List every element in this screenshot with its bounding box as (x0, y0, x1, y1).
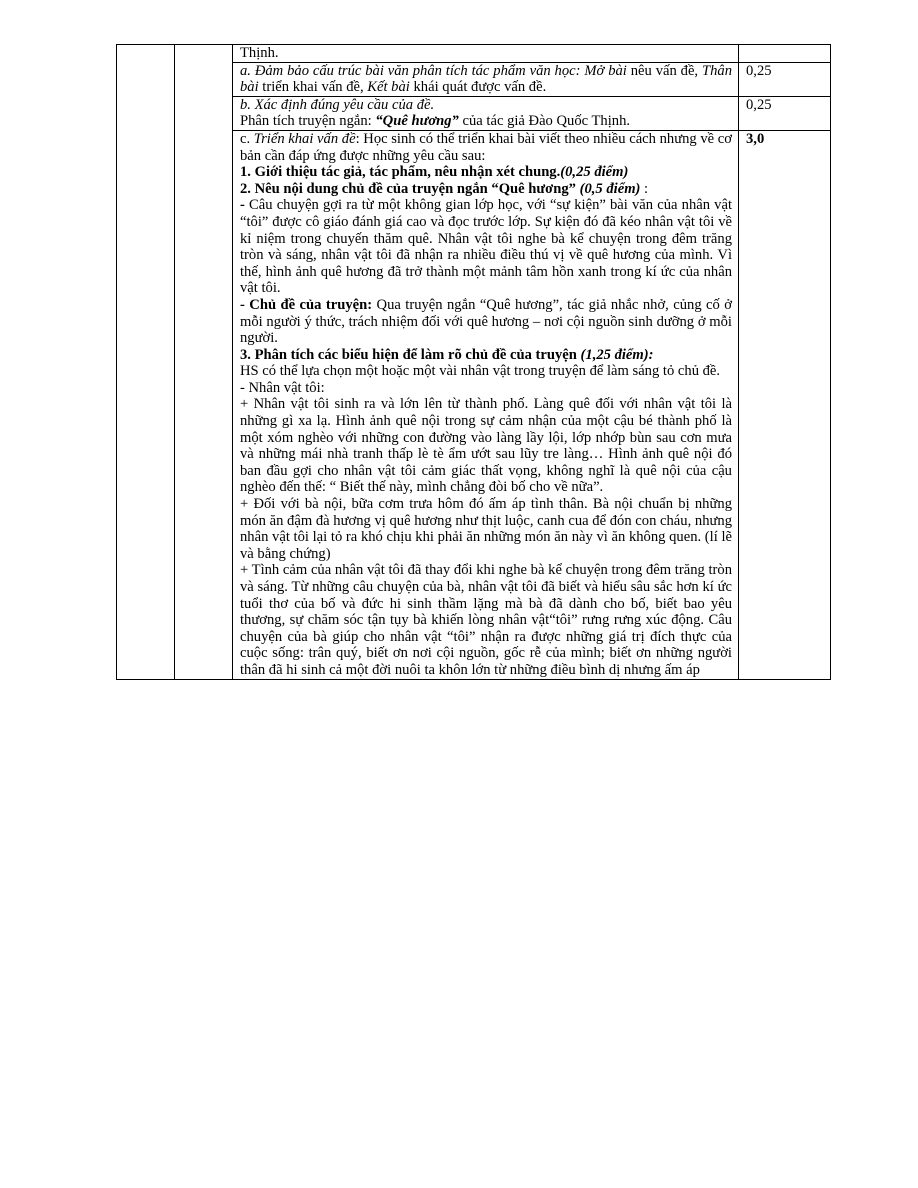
score-cell (739, 45, 831, 63)
paragraph-grandmother: + Đối với bà nội, bữa cơm trưa hôm đó ấm áp tình thân. Bà nội chuẩn bị những món ăn đậm đà hương vị quê hương như thịt luộc, canh cua để đón con cháu, nhưng nhân vật tôi lại tỏ ra khó chịu khi phải ăn những món ăn này vì ăn không quen. (lí lẽ và bằng chứng) (240, 496, 732, 562)
score-cell: 0,25 (739, 62, 831, 96)
criterion-b-label: b. Xác định đúng yêu cầu của đề. (240, 96, 435, 113)
rubric-table (116, 44, 831, 680)
criterion-c-intro: c. Triển khai vấn đề: Học sinh có thể triển khai bài viết theo nhiều cách nhưng về cơ bản cần đáp ứng được những yêu cầu sau: (240, 130, 732, 164)
continued-text: Thịnh. (240, 45, 279, 61)
content-cell (233, 45, 739, 63)
heading-2: 2. Nêu nội dung chủ đề của truyện ngắn “Quê hương” (0,5 điểm) : (240, 180, 649, 197)
paragraph-change: + Tình cảm của nhân vật tôi đã thay đổi khi nghe bà kể chuyện trong đêm trăng tròn và sáng. Từ những câu chuyện của bà, nhân vật tôi đã biết và hiểu sâu sắc hơn kí ức tuổi thơ của bố và đức hi sinh thầm lặng mà bà đã dành cho bố, biết bao yêu thương, sự chăm sóc tận tụy bà khiến lòng nhân vật“tôi” rưng rưng xúc động. Câu chuyện của bà giúp cho nhân vật “tôi” nhận ra được những giá trị đích thực của cuộc sống: trân quý, biết ơn nơi cội nguồn, gốc rễ của mình; biết ơn những người thân đã hi sinh cả một đời nuôi ta khôn lớn từ những điều bình dị nhưng ấm áp (240, 562, 732, 678)
criterion-a: a. Đảm bảo cấu trúc bài văn phân tích tác phẩm văn học: Mở bài nêu vấn đề, Thân bài triển khai vấn đề, Kết bài khái quát được vấn đề. (240, 62, 732, 96)
table-row (117, 45, 831, 63)
content-cell (233, 62, 739, 96)
heading-3: 3. Phân tích các biểu hiện để làm rõ chủ đề của truyện (1,25 điểm): (240, 346, 654, 363)
content-cell (233, 130, 739, 679)
paragraph-choice: HS có thể lựa chọn một hoặc một vài nhân vật trong truyện để làm sáng tỏ chủ đề. (240, 363, 721, 380)
score-cell: 3,0 (739, 130, 831, 679)
paragraph-story: - Câu chuyện gợi ra từ một không gian lớp học, với “sự kiện” bài văn của nhân vật “tôi” được cô giáo đánh giá cao và đọc trước lớp. Sự kiện đó đã kéo nhân vật tôi về kỉ niệm trong chuyến thăm quê. Nhân vật tôi nghe bà kể chuyện trong đêm trăng tròn và sáng, nhân vật tôi đã nhận ra nhiều điều thú vị về quê hương của mình. Vì thế, hình ảnh quê hương đã trở thành một mảnh tâm hồn xanh trong kí ức của nhân vật tôi. (240, 197, 733, 297)
content-cell (233, 96, 739, 130)
paragraph-village: + Nhân vật tôi sinh ra và lớn lên từ thành phố. Làng quê đối với nhân vật tôi là những gì xa lạ. Hình ảnh quê nội trong sự cảm nhận của một cậu bé thành phố là một xóm nghèo với những con đường vào làng lầy lội, lớp nhớp bùn sau cơn mưa và những mái nhà tranh thấp lè tè ẩm ướt sau lũy tre làng… Hình ảnh quê nội đó ban đầu gợi cho nhân vật tôi cảm giác thất vọng, không nghĩ là quê nội của cậu nghèo đến thế: “ Biết thế này, mình chẳng đòi bố cho về nữa”. (240, 396, 732, 496)
criterion-b-text: Phân tích truyện ngắn: “Quê hương” của tác giả Đào Quốc Thịnh. (240, 113, 631, 130)
question-cell (117, 45, 175, 680)
heading-1: 1. Giới thiệu tác giả, tác phẩm, nêu nhận xét chung.(0,25 điểm) (240, 164, 629, 181)
paragraph-character: - Nhân vật tôi: (240, 379, 325, 396)
paragraph-theme: - Chủ đề của truyện: Qua truyện ngắn “Quê hương”, tác giả nhắc nhở, củng cố ở mỗi người ý thức, trách nhiệm đối với quê hương – nơi cội nguồn sinh dưỡng ở mỗi người. (240, 296, 732, 347)
score-cell: 0,25 (739, 96, 831, 130)
part-cell (175, 45, 233, 680)
